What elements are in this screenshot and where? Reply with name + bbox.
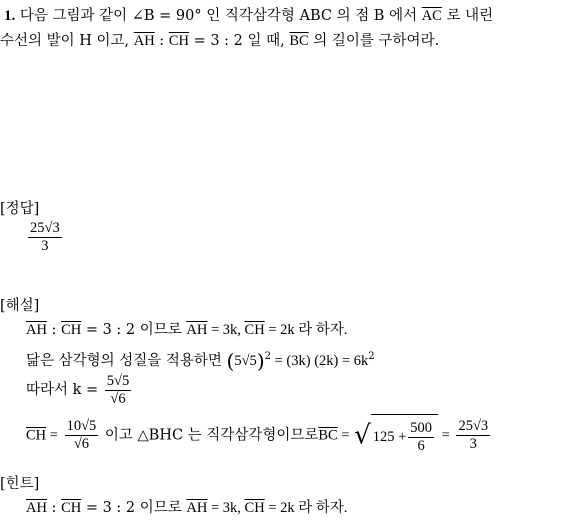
ratio-colon: : xyxy=(46,500,62,516)
problem-line-2 xyxy=(0,31,439,51)
segment-ch: $\overline{CH}$ xyxy=(168,33,189,49)
numerator: 5√5 xyxy=(106,372,130,389)
ratio-colon: : xyxy=(154,33,169,49)
fraction xyxy=(105,373,131,408)
radicand-term: 125 + xyxy=(372,429,407,445)
segment-ah: $\overline{AH}$ xyxy=(186,322,208,338)
equals: = xyxy=(46,427,58,444)
solution-text: 이고 △BHC 는 직각삼각형이므로 xyxy=(100,427,319,444)
segment-bc: $\overline{BC}$ xyxy=(318,427,338,444)
solution-text: 닮은 삼각형의 성질을 적용하면 xyxy=(26,352,222,369)
solution-text: = 3 : 2 이므로 xyxy=(81,322,187,338)
exponent: 2 xyxy=(368,351,375,362)
segment-ch: $\overline{CH}$ xyxy=(61,322,82,338)
result-fraction xyxy=(456,418,490,453)
equals: = xyxy=(438,427,450,444)
hint-line-1 xyxy=(26,498,348,518)
solution-heading: [해설] xyxy=(0,298,40,314)
numerator: 25√3 xyxy=(458,418,489,434)
sqrt-sign: √ xyxy=(354,420,371,451)
sqrt-radicand xyxy=(371,414,438,457)
ratio-colon: : xyxy=(46,322,62,338)
solution-line-4 xyxy=(26,414,492,457)
problem-ratio: = 3 : 2 일 때, xyxy=(188,33,285,49)
numerator: 10√5 xyxy=(66,418,97,434)
segment-ah: $\overline{AH}$ xyxy=(26,322,47,338)
problem-text-2b: 의 길이를 구하여라. xyxy=(313,33,440,49)
denominator: 3 xyxy=(469,436,477,452)
segment-bc: $\overline{BC}$ xyxy=(289,33,309,49)
solution-text: 따라서 k = xyxy=(26,382,99,398)
segment-ac: $\overline{AC}$ xyxy=(421,8,442,24)
hint-eq: = 3k, xyxy=(207,500,245,516)
solution-line-1 xyxy=(26,320,348,340)
solution-line-3 xyxy=(26,370,133,410)
fraction xyxy=(408,420,434,455)
solution-math: = (3k) (2k) = 6k xyxy=(271,352,369,369)
hint-heading: [힌트] xyxy=(0,476,40,492)
problem-text-1b: 로 내린 xyxy=(446,8,494,24)
solution-eq: = 2k 라 하자. xyxy=(264,322,348,338)
solution-eq: = 3k, xyxy=(207,322,245,338)
numerator: 500 xyxy=(410,419,433,436)
segment-ah: $\overline{AH}$ xyxy=(26,500,47,516)
hint-text: = 3 : 2 이므로 xyxy=(81,500,187,516)
paren-open: ( xyxy=(226,348,235,373)
paren-close: ) xyxy=(256,348,265,373)
denominator: √6 xyxy=(73,436,90,452)
segment-ah: $\overline{AH}$ xyxy=(133,33,155,49)
answer-numerator: 25√3 xyxy=(30,220,60,236)
denominator: √6 xyxy=(110,390,126,407)
problem-text-1a: 다음 그림과 같이 ∠B = 90° 인 직각삼각형 ABC 의 점 B 에서 xyxy=(19,8,418,24)
segment-ch: $\overline{CH}$ xyxy=(244,322,265,338)
answer-denominator: 3 xyxy=(41,238,49,254)
problem-number: 1. xyxy=(4,8,16,24)
exponent: 2 xyxy=(264,351,271,362)
segment-ch: $\overline{CH}$ xyxy=(244,500,265,516)
hint-eq: = 2k 라 하자. xyxy=(264,500,348,516)
problem-text-2a: 수선의 발이 H 이고, xyxy=(0,33,130,49)
fraction xyxy=(65,418,99,453)
segment-ch: $\overline{CH}$ xyxy=(61,500,82,516)
solution-math: 5√5 xyxy=(234,352,257,369)
segment-ah: $\overline{AH}$ xyxy=(186,500,208,516)
answer-fraction xyxy=(28,220,62,255)
answer-heading: [정답] xyxy=(0,201,40,217)
equals: = xyxy=(337,427,350,444)
denominator: 6 xyxy=(417,437,425,454)
problem-line-1 xyxy=(4,6,493,26)
segment-ch: $\overline{CH}$ xyxy=(26,427,47,444)
answer-value xyxy=(26,220,64,255)
